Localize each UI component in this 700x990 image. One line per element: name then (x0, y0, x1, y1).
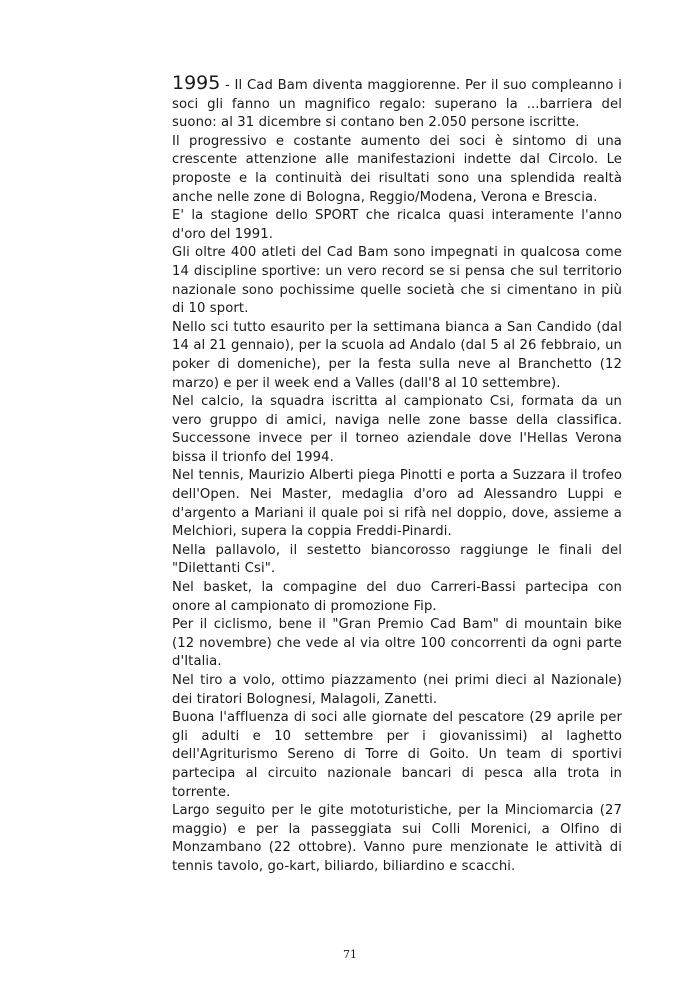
paragraph-basketball: Nel basket, la compagine del duo Carreri-Bassi partecipa con onore al campionato di promozione Fip. (172, 580, 622, 614)
paragraph-tennis: Nel tennis, Maurizio Alberti piega Pinotti e porta a Suzzara il trofeo dell'Open. Nei Master, medaglia d'oro ad Alessandro Luppi e d'argento a Mariani il quale poi si rifà nel doppio, dove, assieme a Melchiori, supera la coppia Freddi-Pinardi. (172, 468, 622, 540)
page-number: 71 (343, 948, 357, 961)
paragraph-members: Il progressivo e costante aumento dei soci è sintomo di una crescente attenzione alle manifestazioni indette dal Circolo. Le proposte e la continuità dei risultati sono una splendida realtà anche nelle zone di Bologna, Reggio/Modena, Verona e Brescia. (172, 133, 622, 205)
paragraph-motor-tours: Largo seguito per le gite mototuristiche, per la Minciomarcia (27 maggio) e per la passeggiata sui Colli Morenici, a Olfino di Monzambano (22 ottobre). Vanno pure menzionate le attività di tennis tavolo, go-kart, biliardo, biliardino e scacchi. (172, 803, 622, 874)
paragraph-ski: Nello sci tutto esaurito per la settimana bianca a San Candido (dal 14 al 21 gennaio), per la scuola ad Andalo (dal 5 al 26 febbraio, un poker di domeniche), per la festa sulla neve al Branchetto (12 marzo) e per il week end a Valles (dall'8 al 10 settembre). (172, 319, 622, 391)
intro-text: - Il Cad Bam diventa maggiorenne. Per il suo compleanno i soci gli fanno un magnifico regalo: superano la ...barriera del suono: al 31 dicembre si contano ben 2.050 persone iscritte. (172, 78, 622, 131)
paragraph-shooting: Nel tiro a volo, ottimo piazzamento (nei primi dieci al Nazionale) dei tiratori Bolognesi, Malagoli, Zanetti. (172, 673, 622, 707)
paragraph-fishing: Buona l'affluenza di soci alle giornate del pescatore (29 aprile per gli adulti e 10 settembre per i giovanissimi) al laghetto dell'Agriturismo Sereno di Torre di Goito. Un team di sportivi partecipa al circuito nazionale bancari di pesca alla trota in torrente. (172, 710, 622, 800)
paragraph-sport-season: E' la stagione dello SPORT che ricalca quasi interamente l'anno d'oro del 1991. (172, 208, 622, 242)
body-text (172, 74, 622, 877)
paragraph-cycling: Per il ciclismo, bene il "Gran Premio Cad Bam" di mountain bike (12 novembre) che vede al via oltre 100 concorrenti da ogni parte d'Italia. (172, 617, 622, 670)
intro-paragraph (172, 74, 622, 133)
paragraph-volleyball: Nella pallavolo, il sestetto biancorosso raggiunge le finali del "Dilettanti Csi". (172, 542, 622, 577)
paragraph-football: Nel calcio, la squadra iscritta al campionato Csi, formata da un vero gruppo di amici, naviga nelle zone basse della classifica. Successone invece per il torneo aziendale dove l'Hellas Verona bissa il trionfo del 1994. (172, 394, 622, 465)
paragraph-athletes: Gli oltre 400 atleti del Cad Bam sono impegnati in qualcosa come 14 discipline sportive: un vero record se si pensa che sul territorio nazionale sono pochissime quelle società che si cimentano in più di 10 sport. (172, 245, 622, 317)
year-heading: 1995 (172, 72, 221, 94)
